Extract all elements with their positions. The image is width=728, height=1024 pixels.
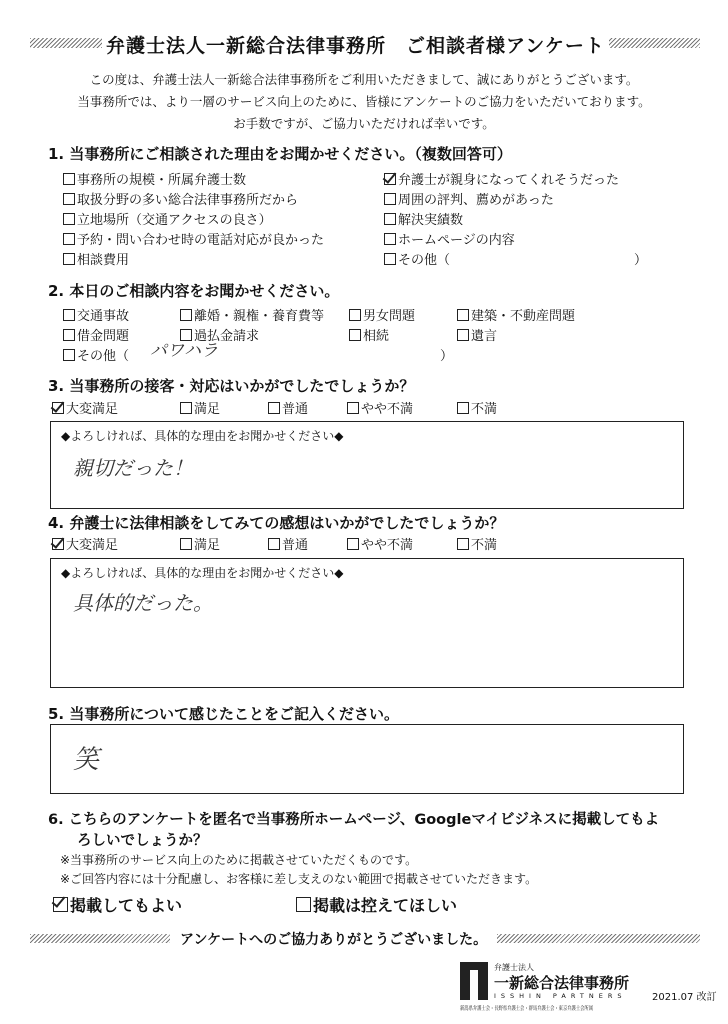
q3-reason-box[interactable] xyxy=(50,421,684,509)
q1-option-2[interactable]: 取扱分野の多い総合法律事務所だから xyxy=(63,189,298,208)
q1-option-7[interactable]: 周囲の評判、薦めがあった xyxy=(384,189,554,208)
q4-option-2[interactable]: 満足 xyxy=(180,534,220,553)
q2-option-1[interactable]: 交通事故 xyxy=(63,305,129,324)
checkbox[interactable] xyxy=(349,329,361,341)
q1-option-5[interactable]: 相談費用 xyxy=(63,249,129,268)
survey-title: 弁護士法人一新総合法律事務所 ご相談者様アンケート xyxy=(102,31,609,58)
checkbox[interactable] xyxy=(63,309,75,321)
checkbox[interactable] xyxy=(268,538,280,550)
checkbox[interactable] xyxy=(457,538,469,550)
checkbox[interactable] xyxy=(457,309,469,321)
logo-offices: 新潟県弁護士会・長野県弁護士会・群馬弁護士会・東京弁護士会所属 xyxy=(460,1006,594,1012)
q1-other-close-paren: ） xyxy=(634,253,648,268)
q4-reason-prompt: ◆よろしければ、具体的な理由をお聞かせください◆ xyxy=(61,566,344,580)
intro-line-3: お手数ですが、ご協力いただければ幸いです。 xyxy=(233,116,495,131)
q3-option-1[interactable]: 大変満足 xyxy=(52,398,118,417)
q3-reason-prompt: ◆よろしければ、具体的な理由をお聞かせください◆ xyxy=(61,429,344,443)
q5-answer-handwriting: 笑 xyxy=(73,745,100,775)
q1-question: 1. 当事務所にご相談された理由をお聞かせください。（複数回答可） xyxy=(48,145,512,163)
q6-option-publish[interactable]: 掲載してもよい xyxy=(53,893,182,916)
q2-option-2[interactable]: 離婚・親権・養育費等 xyxy=(180,305,324,324)
q3-option-5[interactable]: 不満 xyxy=(457,398,497,417)
q5-question: 5. 当事務所について感じたことをご記入ください。 xyxy=(48,705,400,723)
q2-option-4[interactable]: 建築・不動産問題 xyxy=(457,305,575,324)
checkbox-checked[interactable] xyxy=(52,402,64,414)
checkbox[interactable] xyxy=(347,402,359,414)
q2-other-close-paren: ） xyxy=(440,349,454,364)
checkbox[interactable] xyxy=(384,253,396,265)
checkbox[interactable] xyxy=(268,402,280,414)
checkbox[interactable] xyxy=(180,538,192,550)
checkbox[interactable] xyxy=(347,538,359,550)
q5-answer-box[interactable] xyxy=(50,724,684,794)
checkbox[interactable] xyxy=(384,233,396,245)
logo-small-text: 弁護士法人 xyxy=(494,963,534,972)
logo-english-name: ISSHIN PARTNERS xyxy=(494,992,627,1000)
checkbox-checked[interactable] xyxy=(53,897,68,912)
logo-firm-name: 一新総合法律事務所 xyxy=(494,974,630,992)
q3-option-2[interactable]: 満足 xyxy=(180,398,220,417)
checkbox[interactable] xyxy=(384,193,396,205)
checkbox[interactable] xyxy=(63,329,75,341)
q1-option-1[interactable]: 事務所の規模・所属弁護士数 xyxy=(63,169,246,188)
checkbox[interactable] xyxy=(180,309,192,321)
checkbox-checked[interactable] xyxy=(384,173,396,185)
q2-option-3[interactable]: 男女問題 xyxy=(349,305,415,324)
q4-question: 4. 弁護士に法律相談をしてみての感想はいかがでしたでしょうか？ xyxy=(48,514,505,532)
checkbox[interactable] xyxy=(63,173,75,185)
checkbox[interactable] xyxy=(63,233,75,245)
intro-line-1: この度は、弁護士法人一新総合法律事務所をご利用いただきまして、誠にありがとうございます。 xyxy=(89,72,639,87)
q2-question: 2. 本日のご相談内容をお聞かせください。 xyxy=(48,282,340,300)
q1-option-4[interactable]: 予約・問い合わせ時の電話対応が良かった xyxy=(63,229,324,248)
checkbox[interactable] xyxy=(63,193,75,205)
checkbox-checked[interactable] xyxy=(52,538,64,550)
q1-option-8[interactable]: 解決実績数 xyxy=(384,209,463,228)
checkbox[interactable] xyxy=(349,309,361,321)
q2-option-other[interactable]: その他（ xyxy=(63,345,129,364)
checkbox[interactable] xyxy=(180,402,192,414)
q2-option-5[interactable]: 借金問題 xyxy=(63,325,129,344)
q1-option-3[interactable]: 立地場所（交通アクセスの良さ） xyxy=(63,209,272,228)
q2-option-7[interactable]: 相続 xyxy=(349,325,389,344)
q6-option-decline[interactable]: 掲載は控えてほしい xyxy=(296,893,457,916)
checkbox[interactable] xyxy=(457,402,469,414)
q4-reason-box[interactable] xyxy=(50,558,684,688)
checkbox[interactable] xyxy=(63,349,75,361)
q3-reason-handwriting: 親切だった！ xyxy=(73,456,193,480)
q6-note-1: ※当事務所のサービス向上のために掲載させていただくものです。 xyxy=(60,853,418,867)
checkbox[interactable] xyxy=(296,897,311,912)
q6-question-line-1: 6. こちらのアンケートを匿名で当事務所ホームページ、Googleマイビジネスに掲載してもよ xyxy=(48,812,660,828)
checkbox[interactable] xyxy=(63,213,75,225)
q2-option-8[interactable]: 遺言 xyxy=(457,325,497,344)
q4-option-5[interactable]: 不満 xyxy=(457,534,497,553)
q4-option-1[interactable]: 大変満足 xyxy=(52,534,118,553)
q6-question-line-2: ろしいでしょうか？ xyxy=(77,833,208,849)
q4-option-4[interactable]: やや不満 xyxy=(347,534,413,553)
q3-option-3[interactable]: 普通 xyxy=(268,398,308,417)
thanks-message: アンケートへのご協力ありがとうございました。 xyxy=(170,929,497,949)
revision-label: 2021.07 改訂 xyxy=(652,992,717,1003)
intro-line-2: 当事務所では、より一層のサービス向上のために、皆様にアンケートのご協力をいただいております。 xyxy=(77,94,651,109)
q6-note-2: ※ご回答内容には十分配慮し、お客様に差し支えのない範囲で掲載させていただきます。 xyxy=(60,872,538,886)
firm-logo-icon xyxy=(460,962,488,1000)
q3-option-4[interactable]: やや不満 xyxy=(347,398,413,417)
q1-option-6[interactable]: 弁護士が親身になってくれそうだった xyxy=(384,169,619,188)
q3-question: 3. 当事務所の接客・対応はいかがでしたでしょうか？ xyxy=(48,377,415,395)
q4-option-3[interactable]: 普通 xyxy=(268,534,308,553)
checkbox[interactable] xyxy=(63,253,75,265)
q2-option-6[interactable]: 過払金請求 xyxy=(180,325,259,344)
q2-other-handwriting: パワハラ xyxy=(150,341,218,361)
q1-option-9[interactable]: ホームページの内容 xyxy=(384,229,515,248)
q4-reason-handwriting: 具体的だった。 xyxy=(73,591,213,615)
checkbox[interactable] xyxy=(384,213,396,225)
q1-option-other[interactable]: その他（ xyxy=(384,249,450,268)
checkbox[interactable] xyxy=(457,329,469,341)
